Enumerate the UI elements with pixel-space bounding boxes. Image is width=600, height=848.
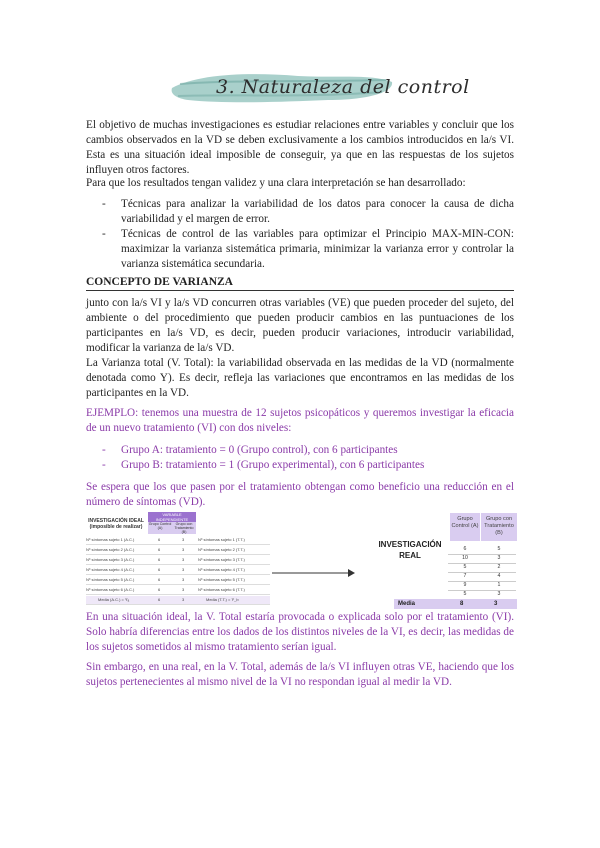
- table-cell: 10: [448, 554, 482, 564]
- table-cell: 3: [482, 590, 516, 600]
- bullet-item: Grupo B: tratamiento = 1 (Grupo experimental), con 6 participantes: [121, 459, 425, 471]
- bullet-item: Técnicas para analizar la variabilidad de los datos para conocer la causa de dicha variabilidad y el margen de error.: [121, 198, 514, 225]
- varianza-paragraph-1: junto con la/s VI y la/s VD concurren otras variables (VE) que pueden proceder del sujeto, del ambiente o del procedimiento que pueden producir cambios en las puntuaciones de los participantes en la/s VD, es decir, pueden producir variaciones, introducir variabilidad, modificar la varianza de la/s VD.: [86, 297, 514, 354]
- table-cell: 7: [448, 572, 482, 582]
- table-cell: 5: [448, 590, 482, 600]
- table-row: Nº síntomas sujeto 2 (A.C.) 6 3 Nº síntomas sujeto 2 (T.T.): [86, 546, 270, 555]
- bullet-item: Grupo A: tratamiento = 0 (Grupo control), con 6 participantes: [121, 444, 398, 456]
- media-label: Media: [398, 601, 416, 607]
- ejemplo-paragraph: EJEMPLO: tenemos una muestra de 12 sujetos psicopáticos y queremos investigar la eficacia de un nuevo tratamiento (VI) con dos niveles:: [86, 407, 514, 434]
- bullet-marker: -: [102, 444, 106, 456]
- espera-paragraph: Se espera que los que pasen por el tratamiento obtengan como beneficio una reducción en el número de síntomas (VD).: [86, 481, 514, 508]
- real-situation-paragraph: Sin embargo, en una real, en la V. Total, además de la/s VI influyen otras VE, haciendo que los sujetos pertenecientes al mismo nivel de la VI no respondan igual al medir la VD.: [86, 661, 514, 688]
- control-group-header: Grupo Control (A): [148, 522, 172, 534]
- table-row: Nº síntomas sujeto 4 (A.C.) 6 3 Nº síntomas sujeto 4 (T.T.): [86, 566, 270, 575]
- section-heading: CONCEPTO DE VARIANZA: [86, 276, 514, 291]
- treatment-group-header: Grupo con Tratamiento (B): [172, 522, 196, 534]
- table-cell: 9: [448, 581, 482, 591]
- title-banner: [168, 66, 470, 110]
- table-cell: 6: [448, 545, 482, 555]
- real-table-title: INVESTIGACIÓN REAL: [378, 540, 442, 560]
- real-table: [360, 513, 516, 609]
- table-row: Nº síntomas sujeto 6 (A.C.) 6 3 Nº síntomas sujeto 6 (T.T.): [86, 586, 270, 595]
- media-control-value: 8: [460, 601, 464, 607]
- independent-variable-header: VARIABLE INDEPENDIENTE: [148, 512, 196, 522]
- treatment-group-header: Grupo con Tratamiento (B): [481, 513, 517, 541]
- ideal-table-header: INVESTIGACIÓN IDEAL (imposible de realizar): [88, 518, 144, 530]
- arrow-right-icon: [270, 567, 356, 579]
- page-title: 3. Naturaleza del control: [216, 76, 470, 98]
- table-row: Nº síntomas sujeto 3 (A.C.) 6 3 Nº síntomas sujeto 3 (T.T.): [86, 556, 270, 565]
- ideal-situation-paragraph: En una situación ideal, la V. Total estaría provocada o explicada solo por el tratamiento (VI). Solo habría diferencias entre los dados de los distintos niveles de la VI, es decir, las medidas de los sujetos sometidos al mismo tratamiento serían igual.: [86, 611, 514, 653]
- table-cell: 5: [448, 563, 482, 573]
- table-cell: 5: [482, 545, 516, 555]
- media-row: Media (A.C.) = Ȳₐ 6 3 Media (T.T.) = Ȳ_b: [86, 596, 270, 605]
- intro-paragraph-1: El objetivo de muchas investigaciones es estudiar relaciones entre variables y concluir que los cambios observados en la VD se deben exclusivamente a los cambios introducidos en la/s VI. Esta es una situación ideal imposible de conseguir, ya que en las respuestas de los sujetos influyen otros factores.: [86, 119, 514, 176]
- bullet-item: Técnicas de control de las variables para optimizar el Principio MAX-MIN-CON: maximizar la varianza sistemática primaria, minimizar la varianza error y controlar la varianza sistemática secundaria.: [121, 228, 514, 270]
- control-group-header: Grupo Control (A): [450, 513, 480, 541]
- table-row: Nº síntomas sujeto 5 (A.C.) 6 3 Nº síntomas sujeto 5 (T.T.): [86, 576, 270, 585]
- bullet-marker: -: [102, 459, 106, 471]
- ideal-table: [86, 512, 270, 610]
- table-row: Nº síntomas sujeto 1 (A.C.) 6 3 Nº síntomas sujeto 1 (T.T.): [86, 536, 270, 545]
- intro-paragraph-2: Para que los resultados tengan validez y una clara interpretación se han desarrollado:: [86, 177, 466, 189]
- table-cell: 4: [482, 572, 516, 582]
- bullet-marker: -: [102, 228, 106, 240]
- media-treatment-value: 3: [494, 601, 498, 607]
- table-cell: 3: [482, 554, 516, 564]
- bullet-marker: -: [102, 198, 106, 210]
- media-row: [394, 599, 517, 609]
- table-cell: 2: [482, 563, 516, 573]
- varianza-paragraph-2: La Varianza total (V. Total): la variabilidad observada en las medidas de la VD (normalmente denotada como Y). Es decir, refleja las variaciones que encontramos en las medidas de los participantes en la VD.: [86, 357, 514, 399]
- table-cell: 1: [482, 581, 516, 591]
